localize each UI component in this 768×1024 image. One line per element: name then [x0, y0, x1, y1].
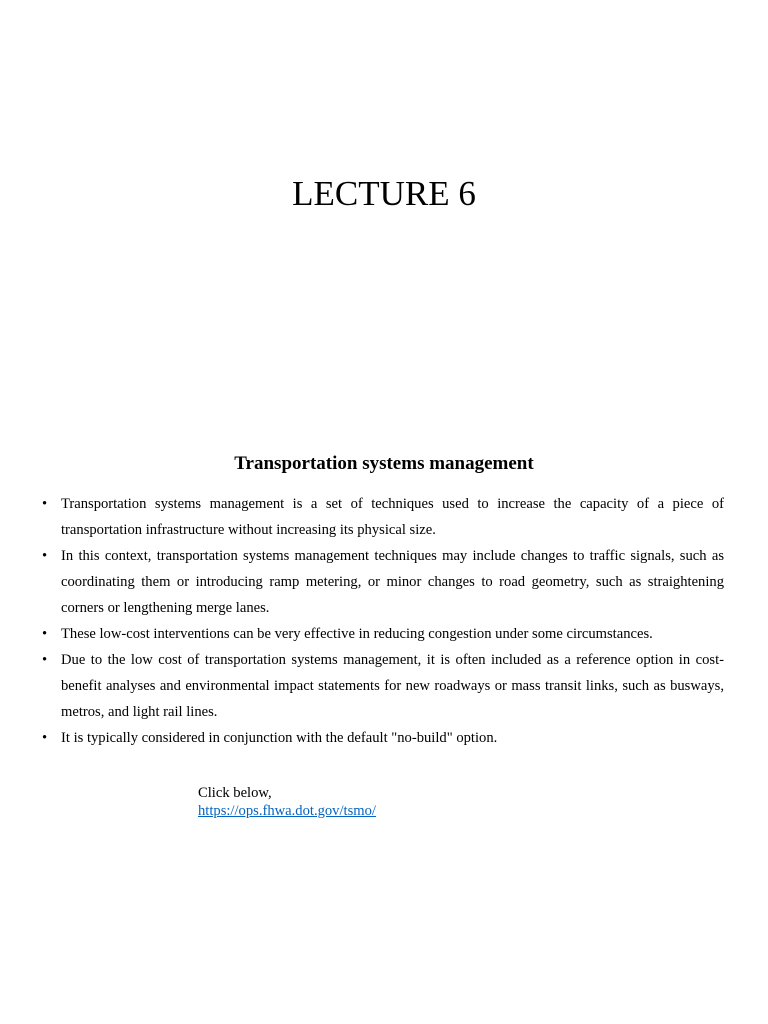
list-item: [42, 621, 724, 647]
list-item-text: Due to the low cost of transportation systems management, it is often included as a reference option in cost-benefit analyses and environmental impact statements for new roadways or mass transit links, such as busways, metros, and light rail lines.: [61, 652, 724, 720]
bullet-list: [42, 491, 724, 751]
section-heading: Transportation systems management: [234, 453, 534, 474]
list-item-text: Transportation systems management is a set of techniques used to increase the capacity of a piece of transportation infrastructure without increasing its physical size.: [61, 496, 724, 538]
list-item-text: In this context, transportation systems management techniques may include changes to traffic signals, such as coordinating them or introducing ramp metering, or minor changes to road geometry, such as straightening corners or lengthening merge lanes.: [61, 548, 724, 616]
list-item-text: It is typically considered in conjunction with the default "no-build" option.: [61, 730, 498, 746]
bullet-icon: •: [42, 496, 48, 512]
list-item: [42, 647, 724, 725]
list-item: [42, 725, 724, 751]
bullet-icon: •: [42, 626, 48, 642]
bullet-icon: •: [42, 652, 48, 668]
list-item: [42, 491, 724, 543]
reference-link-block: [198, 784, 376, 820]
bullet-icon: •: [42, 548, 48, 564]
reference-link[interactable]: https://ops.fhwa.dot.gov/tsmo/: [198, 803, 376, 819]
bullet-icon: •: [42, 730, 48, 746]
link-label: Click below,: [198, 785, 272, 801]
page-title: LECTURE 6: [292, 174, 476, 213]
list-item-text: These low-cost interventions can be very effective in reducing congestion under some circumstances.: [61, 626, 653, 642]
list-item: [42, 543, 724, 621]
